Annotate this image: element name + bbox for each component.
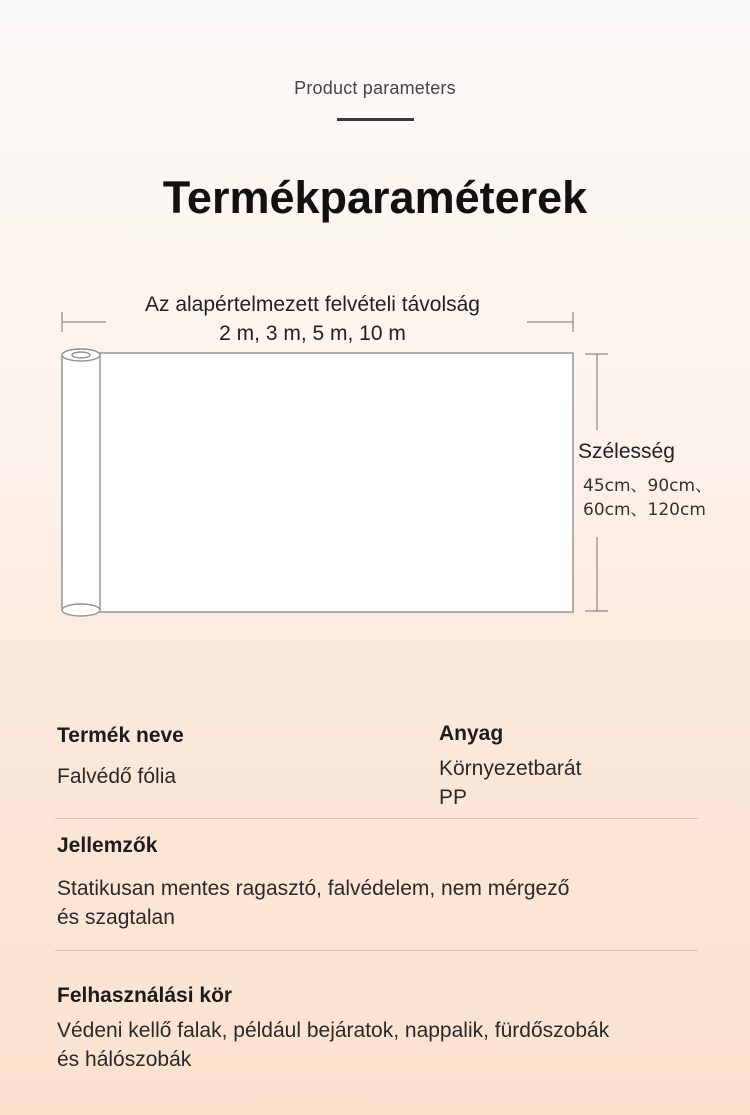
- page-title: Termékparaméterek: [162, 172, 588, 223]
- usage-heading: Felhasználási kör: [57, 984, 233, 1007]
- length-dimension-right: [527, 312, 573, 332]
- product-name-value: Falvédő fólia: [57, 765, 177, 788]
- width-values-line-1: 45cm、90cm、: [583, 476, 713, 496]
- features-heading: Jellemzők: [57, 834, 158, 857]
- usage-text: [57, 1016, 609, 1074]
- usage-line-1: Védeni kellő falak, például bejáratok, nappalik, fürdőszobák: [57, 1019, 610, 1042]
- length-values: 2 m, 3 m, 5 m, 10 m: [219, 322, 406, 345]
- film-roll: [62, 349, 100, 616]
- section-subtitle: Product parameters: [294, 78, 456, 98]
- divider: [55, 950, 698, 951]
- product-name-heading: Termék neve: [57, 724, 184, 747]
- film-sheet: [98, 353, 573, 612]
- width-dimension-bottom: [585, 537, 608, 611]
- material-value-line-2: PP: [439, 786, 468, 809]
- features-line-1: Statikusan mentes ragasztó, falvédelem, nem mérgező: [57, 877, 570, 900]
- divider: [55, 818, 698, 819]
- width-dimension-top: [585, 354, 608, 430]
- features-text: [57, 874, 569, 932]
- width-label: Szélesség: [578, 440, 675, 463]
- length-label-text: Az alapértelmezett felvételi távolság: [144, 293, 480, 316]
- features-line-2: és szagtalan: [57, 906, 175, 929]
- material-value-line-1: Környezetbarát: [439, 757, 582, 780]
- material-value: [439, 754, 581, 812]
- usage-line-2: és hálószobák: [57, 1048, 192, 1071]
- width-values-line-2: 60cm、120cm: [583, 500, 706, 520]
- length-label: [100, 290, 525, 348]
- width-values: [583, 474, 712, 522]
- material-heading: Anyag: [439, 722, 504, 745]
